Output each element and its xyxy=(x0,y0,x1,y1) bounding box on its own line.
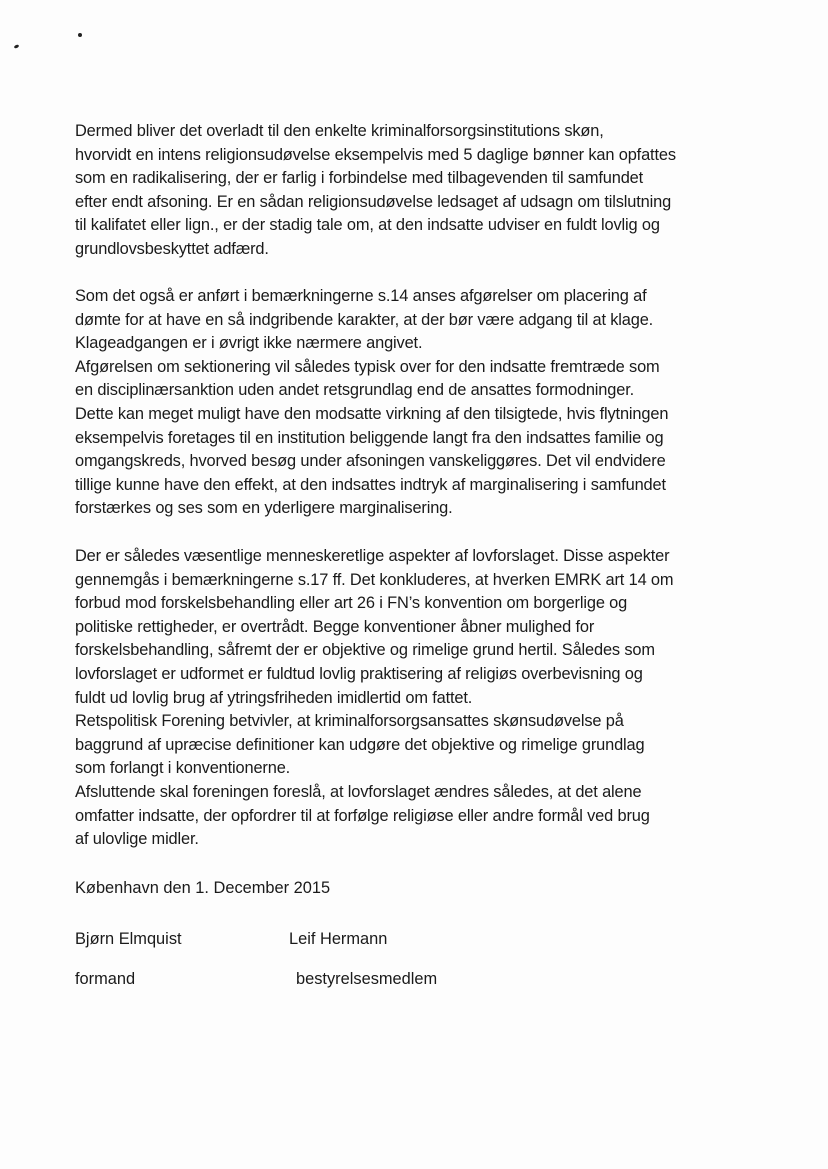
text-line: politiske rettigheder, er overtrådt. Begge konventioner åbner mulighed for xyxy=(75,617,595,636)
text-line: grundlovsbeskyttet adfærd. xyxy=(75,239,269,258)
text-line: Klageadgangen er i øvrigt ikke nærmere angivet. xyxy=(75,334,423,353)
text-line: hvorvidt en intens religionsudøvelse eksempelvis med 5 daglige bønner kan opfattes xyxy=(75,145,676,164)
scan-speck xyxy=(14,44,20,49)
paragraph-1 xyxy=(75,120,775,262)
text-line: efter endt afsoning. Er en sådan religionsudøvelse ledsaget af udsagn om tilslutning xyxy=(75,192,672,211)
text-line: Dermed bliver det overladt til den enkelte kriminalforsorgsinstitutions skøn, xyxy=(75,122,604,140)
paragraph-2 xyxy=(75,285,775,521)
text-line: fuldt ud lovlig brug af ytringsfriheden imidlertid om fattet. xyxy=(75,688,473,707)
signatory-role-2: bestyrelsesmedlem xyxy=(296,970,438,988)
text-line: Som det også er anført i bemærkningerne s.14 anses afgørelser om placering af xyxy=(75,287,647,305)
text-line: forskelsbehandling, såfremt der er objektive og rimelige grund hertil. Således som xyxy=(75,641,655,660)
text-line: baggrund af upræcise definitioner kan udgøre det objektive og rimelige grundlag xyxy=(75,735,645,754)
text-line: til kalifatet eller lign., er der stadig tale om, at den indsatte udviser en fuldt lovlig og xyxy=(75,216,660,235)
text-line: af ulovlige midler. xyxy=(75,830,199,849)
text-line: omgangskreds, hvorved besøg under afsoningen vanskeliggøres. Det vil endvidere xyxy=(75,452,666,471)
text-line: dømte for at have en så indgribende karakter, at der bør være adgang til at klage. xyxy=(75,310,654,329)
text-line: en disciplinærsanktion uden andet retsgrundlag end de ansattes formodninger. xyxy=(75,381,635,400)
text-line: Dette kan meget muligt have den modsatte virkning af den tilsigtede, hvis flytningen xyxy=(75,404,669,423)
text-line: forbud mod forskelsbehandling eller art 26 i FN’s konvention om borgerlige og xyxy=(75,594,628,613)
text-line: lovforslaget er udformet er fuldtud lovlig praktisering af religiøs overbevisning og xyxy=(75,664,643,683)
signatory-role-1: formand xyxy=(75,970,136,988)
text-line: Retspolitisk Forening betvivler, at kriminalforsorgsansattes skønsudøvelse på xyxy=(75,712,624,731)
text-line: som forlangt i konventionerne. xyxy=(75,759,291,778)
text-line: som en radikalisering, der er farlig i forbindelse med tilbagevenden til samfundet xyxy=(75,169,644,188)
text-line: gennemgås i bemærkningerne s.17 ff. Det konkluderes, at hverken EMRK art 14 om xyxy=(75,570,674,589)
text-line: forstærkes og ses som en yderligere marginalisering. xyxy=(75,499,453,518)
text-line: omfatter indsatte, der opfordrer til at forfølge religiøse eller andre formål ved brug xyxy=(75,806,650,825)
signatory-name-2: Leif Hermann xyxy=(289,930,388,948)
text-line: Der er således væsentlige menneskeretlige aspekter af lovforslaget. Disse aspekter xyxy=(75,547,670,565)
paragraph-3 xyxy=(75,545,775,852)
text-line: Afsluttende skal foreningen foreslå, at lovforslaget ændres således, at det alene xyxy=(75,782,642,801)
text-line: eksempelvis foretages til en institution beliggende langt fra den indsattes familie og xyxy=(75,428,664,447)
dateline: København den 1. December 2015 xyxy=(75,879,331,897)
text-line: tillige kunne have den effekt, at den indsattes indtryk af marginalisering i samfundet xyxy=(75,475,666,494)
scan-speck xyxy=(78,33,82,37)
signatory-name-1: Bjørn Elmquist xyxy=(75,930,182,948)
text-line: Afgørelsen om sektionering vil således typisk over for den indsatte fremtræde som xyxy=(75,357,660,376)
